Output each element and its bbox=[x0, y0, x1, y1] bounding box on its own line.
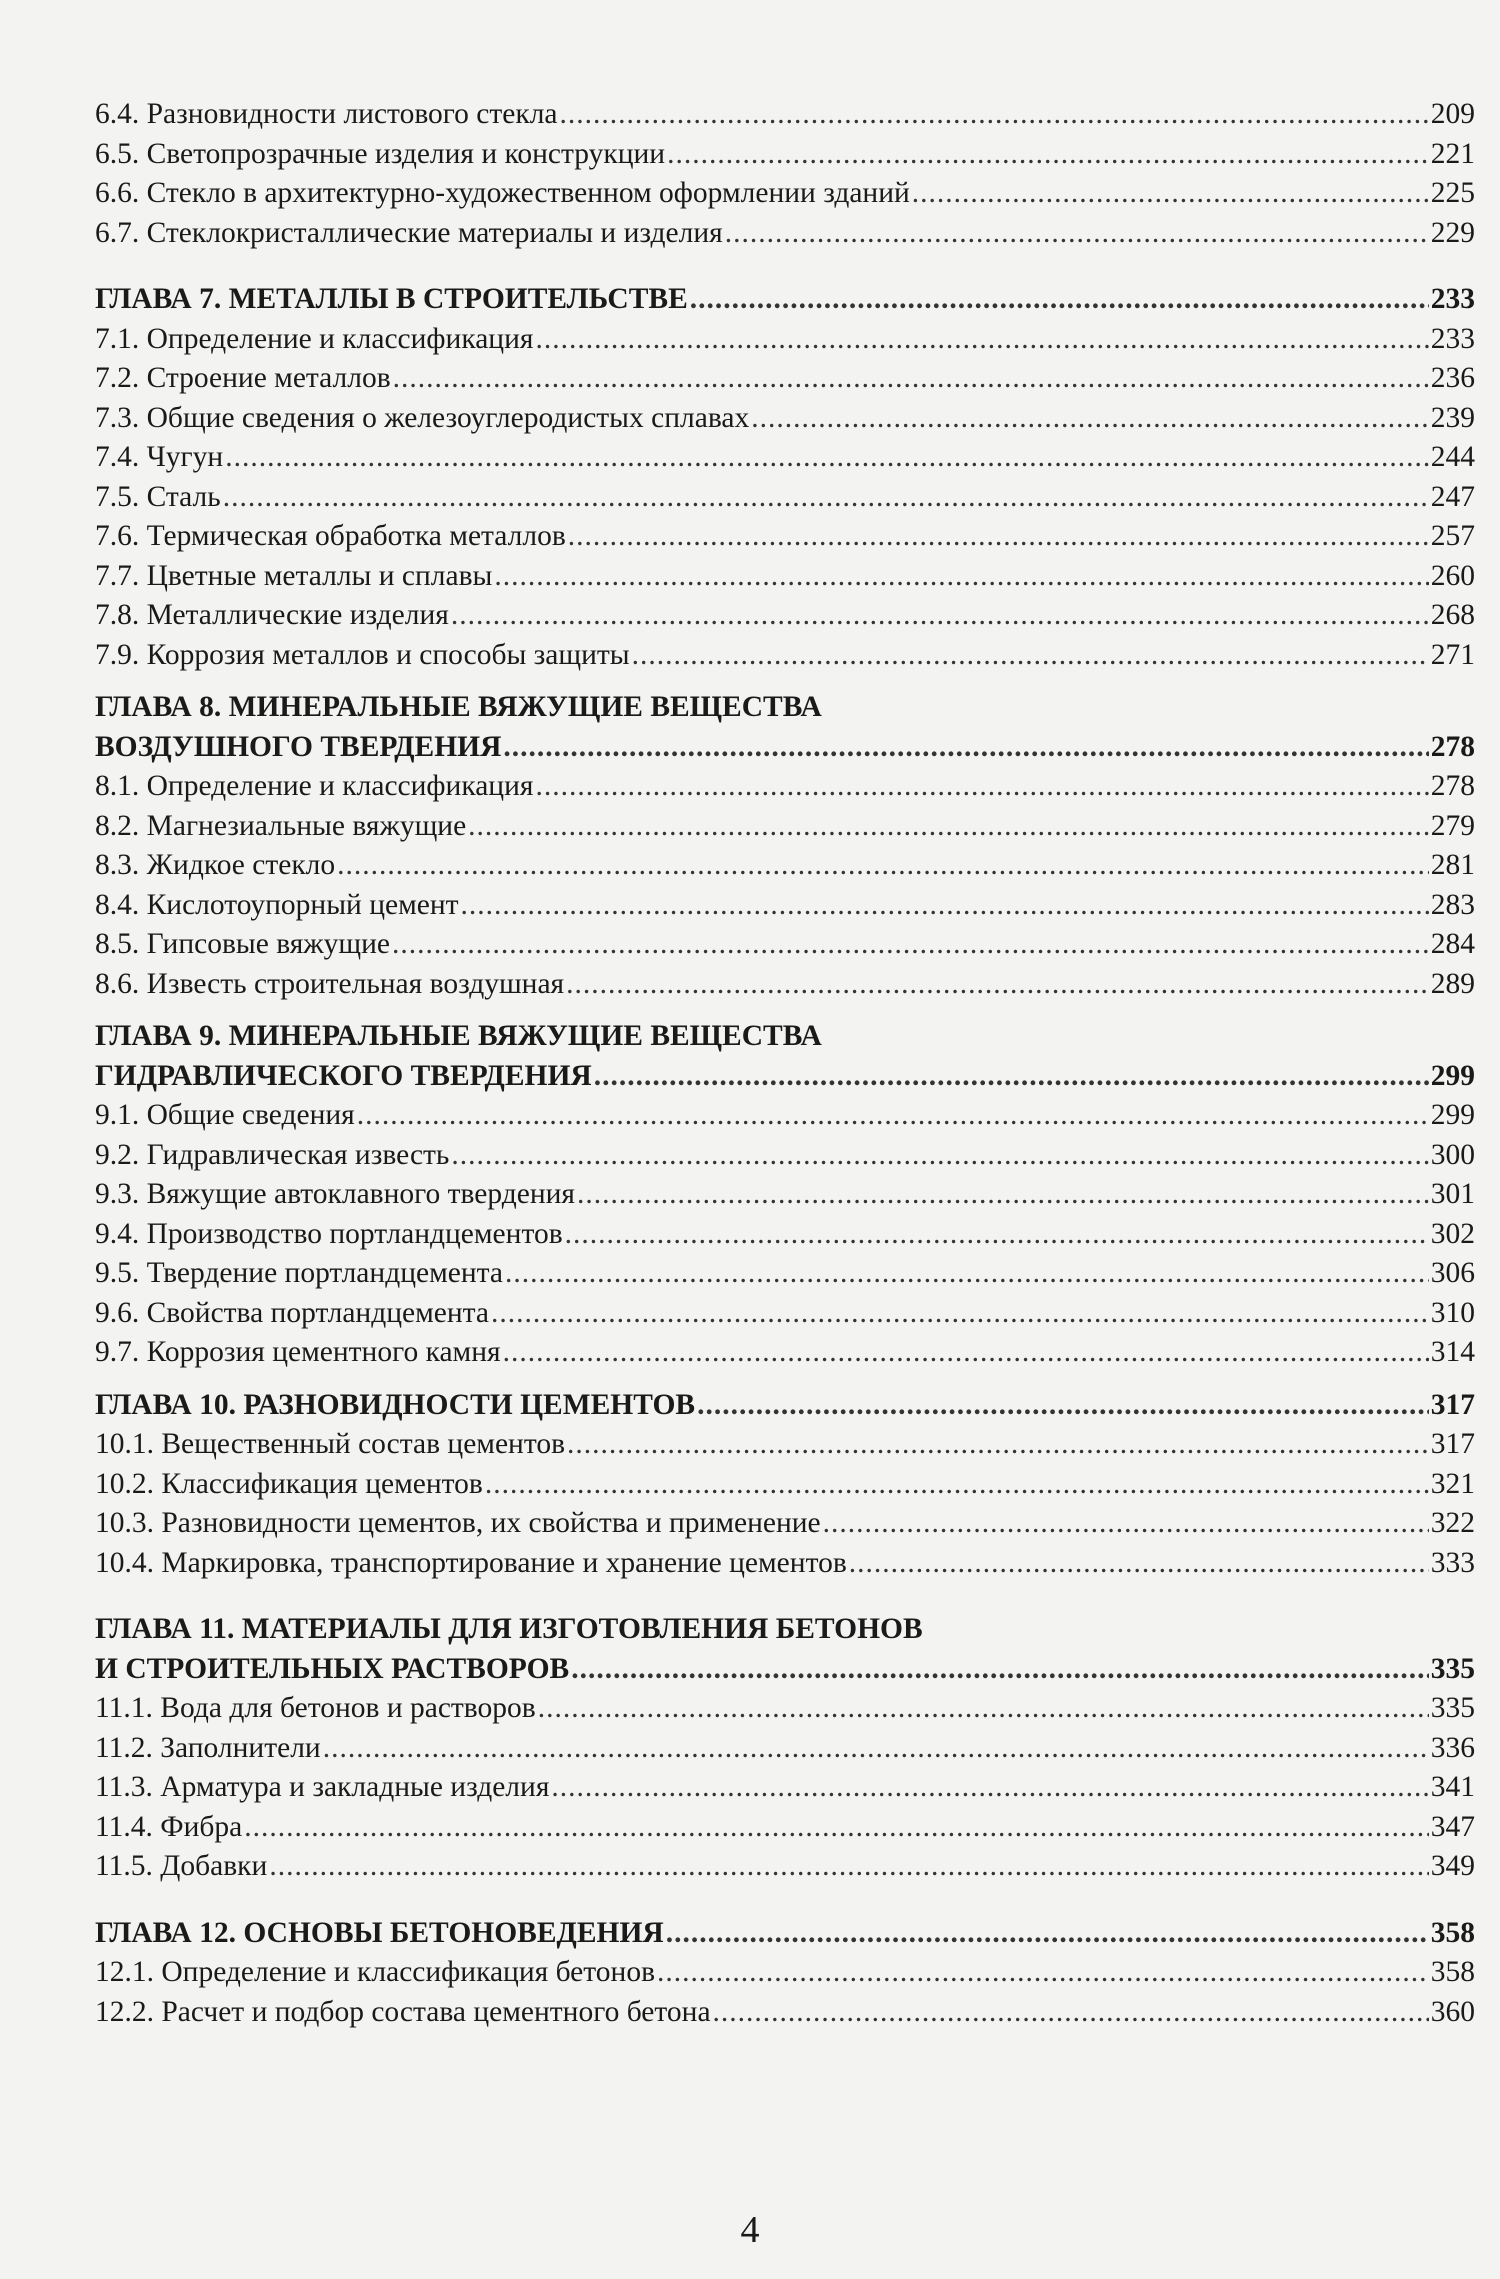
entry-page: 299 bbox=[1430, 1099, 1475, 1131]
entry-title: 11.5. Добавки bbox=[95, 1850, 268, 1882]
leader-dots bbox=[503, 728, 1428, 768]
entry-page: 279 bbox=[1430, 809, 1475, 842]
entry-title: 6.4. Разновидности листового стекла bbox=[95, 98, 558, 130]
entry-page: 341 bbox=[1430, 1771, 1475, 1803]
entry-page: 239 bbox=[1430, 401, 1475, 434]
toc-entry bbox=[95, 1808, 1475, 1848]
entry-title: 9.5. Твердение портландцемента bbox=[95, 1257, 503, 1289]
leader-dots bbox=[577, 1175, 1429, 1215]
entry-title: 9.6. Свойства портландцемента bbox=[95, 1296, 490, 1329]
toc-entry bbox=[95, 1175, 1475, 1215]
toc-entry bbox=[95, 1136, 1475, 1176]
chapter-page: 317 bbox=[1430, 1388, 1475, 1421]
leader-dots bbox=[393, 359, 1429, 399]
toc-entry bbox=[95, 557, 1475, 597]
chapter-page: 299 bbox=[1430, 1059, 1475, 1092]
chapter-page: 233 bbox=[1430, 283, 1475, 315]
entry-page: 349 bbox=[1430, 1850, 1475, 1882]
toc-entry bbox=[95, 1847, 1475, 1887]
entry-title: 10.4. Маркировка, транспортирование и хранение цементов bbox=[95, 1546, 847, 1579]
entry-page: 302 bbox=[1430, 1217, 1475, 1250]
leader-dots bbox=[657, 1953, 1429, 1993]
toc-entry bbox=[95, 135, 1475, 175]
chapter-heading bbox=[95, 1057, 1475, 1097]
leader-dots bbox=[451, 1136, 1428, 1176]
entry-title: 10.1. Вещественный состав цементов bbox=[95, 1428, 566, 1460]
toc-entry bbox=[95, 399, 1475, 439]
leader-dots bbox=[751, 399, 1429, 439]
entry-title: 11.3. Арматура и закладные изделия bbox=[95, 1771, 550, 1803]
toc-entry bbox=[95, 886, 1475, 926]
leader-dots bbox=[697, 1386, 1429, 1426]
entry-title: 7.9. Коррозия металлов и способы защиты bbox=[95, 638, 630, 671]
leader-dots bbox=[337, 846, 1429, 886]
chapter-heading-line1: ГЛАВА 9. МИНЕРАЛЬНЫЕ ВЯЖУЩИЕ ВЕЩЕСТВА bbox=[95, 1020, 822, 1052]
entry-title: 7.1. Определение и классификация bbox=[95, 322, 534, 355]
toc-entry bbox=[95, 438, 1475, 478]
leader-dots bbox=[223, 478, 1429, 518]
entry-page: 335 bbox=[1430, 1692, 1475, 1724]
toc-entry bbox=[95, 320, 1475, 360]
leader-dots bbox=[667, 135, 1429, 175]
chapter-title: ГЛАВА 10. РАЗНОВИДНОСТИ ЦЕМЕНТОВ bbox=[95, 1388, 696, 1421]
toc-entry bbox=[95, 1689, 1475, 1729]
toc-entry bbox=[95, 1993, 1475, 2033]
toc-entry bbox=[95, 1729, 1475, 1769]
toc-entry bbox=[95, 636, 1475, 676]
leader-dots bbox=[632, 636, 1429, 676]
toc-entry bbox=[95, 1215, 1475, 1255]
entry-page: 225 bbox=[1430, 177, 1475, 209]
toc-entry bbox=[95, 1254, 1475, 1294]
entry-page: 221 bbox=[1430, 137, 1475, 170]
entry-title: 6.6. Стекло в архитектурно-художественном оформлении зданий bbox=[95, 177, 910, 209]
entry-page: 244 bbox=[1430, 441, 1475, 473]
page-number: 4 bbox=[740, 2209, 760, 2251]
entry-page: 283 bbox=[1430, 888, 1475, 921]
entry-title: 8.1. Определение и классификация bbox=[95, 770, 534, 802]
entry-title: 8.5. Гипсовые вяжущие bbox=[95, 928, 391, 960]
toc-entry bbox=[95, 1425, 1475, 1465]
entry-page: 233 bbox=[1430, 322, 1475, 355]
entry-title: 11.4. Фибра bbox=[95, 1810, 243, 1843]
entry-page: 306 bbox=[1430, 1257, 1475, 1289]
chapter-title: ГИДРАВЛИЧЕСКОГО ТВЕРДЕНИЯ bbox=[95, 1059, 592, 1092]
toc-chapter-8 bbox=[95, 688, 1475, 1004]
entry-title: 9.1. Общие сведения bbox=[95, 1099, 355, 1131]
leader-dots bbox=[666, 1914, 1429, 1954]
entry-title: 11.1. Вода для бетонов и растворов bbox=[95, 1692, 536, 1724]
entry-title: 11.2. Заполнители bbox=[95, 1731, 321, 1764]
chapter-heading bbox=[95, 280, 1475, 320]
entry-page: 281 bbox=[1430, 849, 1475, 881]
chapter-title: И СТРОИТЕЛЬНЫХ РАСТВОРОВ bbox=[95, 1652, 570, 1685]
entry-page: 289 bbox=[1430, 967, 1475, 1000]
leader-dots bbox=[468, 807, 1429, 847]
toc-entry bbox=[95, 965, 1475, 1005]
toc-entry bbox=[95, 767, 1475, 807]
leader-dots bbox=[912, 174, 1429, 214]
leader-dots bbox=[725, 214, 1429, 254]
toc-chapter-12 bbox=[95, 1914, 1475, 2033]
entry-title: 7.3. Общие сведения о железоуглеродистых сплавах bbox=[95, 401, 750, 434]
entry-page: 278 bbox=[1430, 770, 1475, 802]
chapter-page: 278 bbox=[1430, 730, 1475, 763]
leader-dots bbox=[568, 517, 1429, 557]
leader-dots bbox=[849, 1544, 1429, 1584]
entry-title: 8.3. Жидкое стекло bbox=[95, 849, 336, 881]
entry-page: 209 bbox=[1430, 98, 1475, 130]
toc-entry bbox=[95, 1333, 1475, 1373]
leader-dots bbox=[535, 767, 1428, 807]
chapter-title: ГЛАВА 7. МЕТАЛЛЫ В СТРОИТЕЛЬСТВЕ bbox=[95, 283, 688, 315]
toc-entry bbox=[95, 596, 1475, 636]
entry-page: 257 bbox=[1430, 520, 1475, 552]
leader-dots bbox=[357, 1096, 1429, 1136]
entry-title: 7.5. Сталь bbox=[95, 480, 221, 513]
entry-title: 7.6. Термическая обработка металлов bbox=[95, 520, 566, 552]
entry-title: 10.3. Разновидности цементов, их свойства и применение bbox=[95, 1507, 821, 1539]
leader-dots bbox=[503, 1333, 1429, 1373]
toc-entry bbox=[95, 478, 1475, 518]
entry-page: 310 bbox=[1430, 1296, 1475, 1329]
entry-page: 229 bbox=[1430, 216, 1475, 249]
entry-page: 268 bbox=[1430, 599, 1475, 631]
leader-dots bbox=[571, 1650, 1429, 1690]
entry-title: 6.5. Светопрозрачные изделия и конструкции bbox=[95, 137, 666, 170]
chapter-page: 358 bbox=[1430, 1916, 1475, 1949]
entry-title: 6.7. Стеклокристаллические материалы и изделия bbox=[95, 216, 723, 249]
toc-entry bbox=[95, 174, 1475, 214]
entry-title: 8.4. Кислотоупорный цемент bbox=[95, 888, 459, 921]
toc-entry bbox=[95, 1096, 1475, 1136]
leader-dots bbox=[713, 1993, 1429, 2033]
chapter-page: 335 bbox=[1430, 1652, 1475, 1685]
leader-dots bbox=[566, 965, 1429, 1005]
leader-dots bbox=[491, 1294, 1429, 1334]
entry-title: 12.1. Определение и классификация бетонов bbox=[95, 1956, 655, 1988]
toc-entry bbox=[95, 1953, 1475, 1993]
toc-entry bbox=[95, 1768, 1475, 1808]
toc-section-6 bbox=[95, 95, 1475, 253]
leader-dots bbox=[392, 925, 1429, 965]
toc-chapter-7 bbox=[95, 280, 1475, 675]
leader-dots bbox=[269, 1847, 1428, 1887]
toc-chapter-11 bbox=[95, 1610, 1475, 1887]
entry-page: 236 bbox=[1430, 362, 1475, 394]
entry-page: 260 bbox=[1430, 559, 1475, 592]
leader-dots bbox=[323, 1729, 1429, 1769]
leader-dots bbox=[690, 280, 1429, 320]
chapter-heading bbox=[95, 1386, 1475, 1426]
toc-entry bbox=[95, 1504, 1475, 1544]
toc-entry bbox=[95, 807, 1475, 847]
entry-title: 9.4. Производство портландцементов bbox=[95, 1217, 563, 1250]
leader-dots bbox=[535, 320, 1428, 360]
chapter-title: ГЛАВА 12. ОСНОВЫ БЕТОНОВЕДЕНИЯ bbox=[95, 1916, 664, 1949]
leader-dots bbox=[594, 1057, 1429, 1097]
leader-dots bbox=[451, 596, 1429, 636]
leader-dots bbox=[565, 1215, 1429, 1255]
toc-entry bbox=[95, 925, 1475, 965]
entry-title: 9.3. Вяжущие автоклавного твердения bbox=[95, 1178, 575, 1210]
toc-entry bbox=[95, 846, 1475, 886]
chapter-heading-line1: ГЛАВА 11. МАТЕРИАЛЫ ДЛЯ ИЗГОТОВЛЕНИЯ БЕТОНОВ bbox=[95, 1613, 923, 1645]
entry-page: 322 bbox=[1430, 1507, 1475, 1539]
toc-entry bbox=[95, 1294, 1475, 1334]
toc-entry bbox=[95, 1465, 1475, 1505]
chapter-heading bbox=[95, 1914, 1475, 1954]
entry-page: 314 bbox=[1430, 1336, 1475, 1368]
entry-page: 336 bbox=[1430, 1731, 1475, 1764]
toc-chapter-9 bbox=[95, 1017, 1475, 1373]
leader-dots bbox=[485, 1465, 1429, 1505]
entry-title: 9.2. Гидравлическая известь bbox=[95, 1138, 450, 1171]
leader-dots bbox=[823, 1504, 1429, 1544]
entry-title: 9.7. Коррозия цементного камня bbox=[95, 1336, 501, 1368]
chapter-heading bbox=[95, 728, 1475, 768]
leader-dots bbox=[244, 1808, 1429, 1848]
entry-page: 271 bbox=[1430, 638, 1475, 671]
leader-dots bbox=[560, 95, 1429, 135]
chapter-heading bbox=[95, 1650, 1475, 1690]
chapter-title: ВОЗДУШНОГО ТВЕРДЕНИЯ bbox=[95, 730, 502, 763]
entry-title: 8.2. Магнезиальные вяжущие bbox=[95, 809, 467, 842]
entry-page: 358 bbox=[1430, 1956, 1475, 1988]
toc-entry bbox=[95, 517, 1475, 557]
leader-dots bbox=[551, 1768, 1428, 1808]
leader-dots bbox=[505, 1254, 1429, 1294]
toc-entry bbox=[95, 95, 1475, 135]
entry-title: 10.2. Классификация цементов bbox=[95, 1467, 483, 1500]
entry-page: 321 bbox=[1430, 1467, 1475, 1500]
entry-page: 360 bbox=[1430, 1995, 1475, 2028]
leader-dots bbox=[225, 438, 1429, 478]
entry-title: 7.7. Цветные металлы и сплавы bbox=[95, 559, 493, 592]
entry-page: 301 bbox=[1430, 1178, 1475, 1210]
entry-title: 8.6. Известь строительная воздушная bbox=[95, 967, 565, 1000]
leader-dots bbox=[461, 886, 1429, 926]
entry-title: 12.2. Расчет и подбор состава цементного бетона bbox=[95, 1995, 711, 2028]
leader-dots bbox=[494, 557, 1428, 597]
toc-entry bbox=[95, 359, 1475, 399]
entry-page: 284 bbox=[1430, 928, 1475, 960]
toc-entry bbox=[95, 1544, 1475, 1584]
entry-page: 333 bbox=[1430, 1546, 1475, 1579]
toc-entry bbox=[95, 214, 1475, 254]
entry-title: 7.2. Строение металлов bbox=[95, 362, 391, 394]
chapter-heading-line1: ГЛАВА 8. МИНЕРАЛЬНЫЕ ВЯЖУЩИЕ ВЕЩЕСТВА bbox=[95, 691, 822, 723]
entry-page: 300 bbox=[1430, 1138, 1475, 1171]
leader-dots bbox=[567, 1425, 1429, 1465]
table-of-contents bbox=[95, 95, 1475, 2032]
entry-page: 247 bbox=[1430, 480, 1475, 513]
entry-title: 7.8. Металлические изделия bbox=[95, 599, 449, 631]
entry-page: 317 bbox=[1430, 1428, 1475, 1460]
entry-page: 347 bbox=[1430, 1810, 1475, 1843]
toc-chapter-10 bbox=[95, 1386, 1475, 1584]
leader-dots bbox=[538, 1689, 1429, 1729]
entry-title: 7.4. Чугун bbox=[95, 441, 224, 473]
